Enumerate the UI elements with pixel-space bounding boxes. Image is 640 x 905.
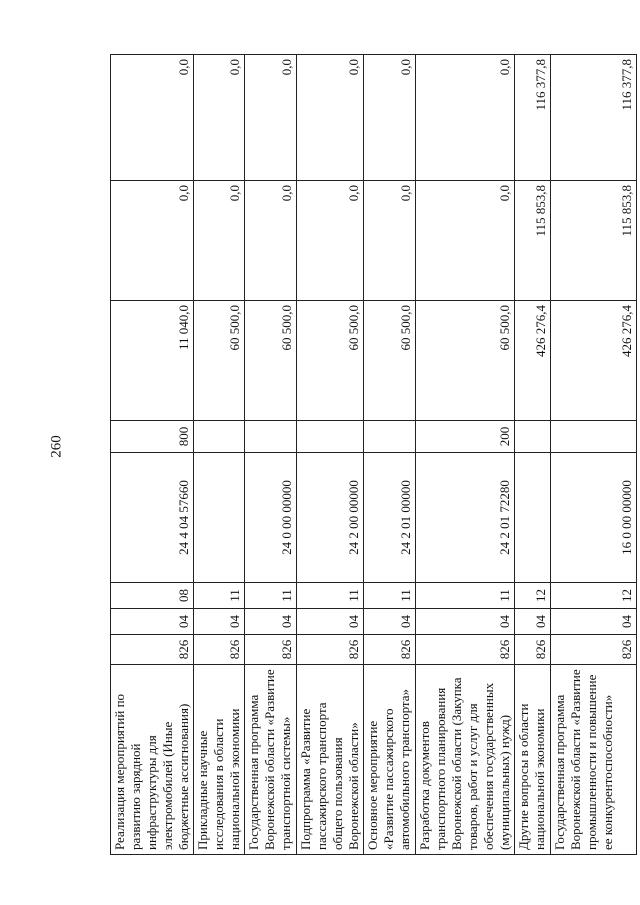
section-code: 04	[111, 609, 194, 635]
value-year-2: 115 853,8	[515, 181, 551, 301]
expense-type-code	[245, 421, 297, 453]
expense-type-code	[194, 421, 245, 453]
value-year-3: 0,0	[245, 55, 297, 181]
ministry-code: 826	[364, 635, 416, 665]
expense-type-code	[551, 421, 637, 453]
value-year-2: 0,0	[245, 181, 297, 301]
ministry-code: 826	[416, 635, 515, 665]
table-row	[515, 55, 551, 855]
expense-type-code: 200	[416, 421, 515, 453]
row-name: Другие вопросы в области национальной экономики	[515, 665, 551, 855]
row-name: Подпрограмма «Развитие пассажирского транспорта общего пользования Воронежской области»	[297, 665, 364, 855]
section-code: 04	[416, 609, 515, 635]
value-year-1: 60 500,0	[364, 301, 416, 421]
subsection-code: 12	[515, 583, 551, 609]
value-year-1: 60 500,0	[416, 301, 515, 421]
rotated-table-wrapper	[110, 55, 634, 855]
ministry-code: 826	[194, 635, 245, 665]
table-row	[364, 55, 416, 855]
value-year-2: 0,0	[416, 181, 515, 301]
value-year-1: 60 500,0	[245, 301, 297, 421]
row-name: Разработка документов транспортного планирования Воронежской области (Закупка товаров, работ и услуг для обеспечения государственных (муниципальных) нужд)	[416, 665, 515, 855]
subsection-code: 12	[551, 583, 637, 609]
target-code: 24 4 04 57660	[111, 453, 194, 583]
value-year-1: 426 276,4	[515, 301, 551, 421]
table-row	[111, 55, 194, 855]
ministry-code: 826	[111, 635, 194, 665]
value-year-2: 115 853,8	[551, 181, 637, 301]
section-code: 04	[297, 609, 364, 635]
table-row	[194, 55, 245, 855]
table-row	[245, 55, 297, 855]
target-code: 24 0 00 00000	[245, 453, 297, 583]
expense-type-code	[297, 421, 364, 453]
value-year-3: 116 377,8	[551, 55, 637, 181]
subsection-code: 11	[245, 583, 297, 609]
subsection-code: 11	[194, 583, 245, 609]
value-year-3: 0,0	[297, 55, 364, 181]
subsection-code: 11	[364, 583, 416, 609]
ministry-code: 826	[245, 635, 297, 665]
expense-type-code	[364, 421, 416, 453]
row-name: Государственная программа Воронежской области «Развитие транспортной системы»	[245, 665, 297, 855]
value-year-2: 0,0	[297, 181, 364, 301]
subsection-code: 11	[297, 583, 364, 609]
value-year-2: 0,0	[364, 181, 416, 301]
ministry-code: 826	[551, 635, 637, 665]
subsection-code: 11	[416, 583, 515, 609]
table-row	[416, 55, 515, 855]
row-name: Основное мероприятие «Развитие пассажирского автомобильного транспорта»	[364, 665, 416, 855]
target-code: 24 2 01 00000	[364, 453, 416, 583]
section-code: 04	[515, 609, 551, 635]
budget-table	[110, 54, 637, 855]
table-row	[297, 55, 364, 855]
table-row	[551, 55, 637, 855]
value-year-1: 60 500,0	[297, 301, 364, 421]
target-code: 24 2 01 72280	[416, 453, 515, 583]
value-year-3: 0,0	[111, 55, 194, 181]
section-code: 04	[551, 609, 637, 635]
target-code	[515, 453, 551, 583]
expense-type-code	[515, 421, 551, 453]
value-year-1: 426 276,4	[551, 301, 637, 421]
ministry-code: 826	[515, 635, 551, 665]
value-year-2: 0,0	[194, 181, 245, 301]
value-year-1: 11 040,0	[111, 301, 194, 421]
value-year-2: 0,0	[111, 181, 194, 301]
target-code	[194, 453, 245, 583]
row-name: Прикладные научные исследования в области национальной экономики	[194, 665, 245, 855]
expense-type-code: 800	[111, 421, 194, 453]
value-year-1: 60 500,0	[194, 301, 245, 421]
target-code: 16 0 00 00000	[551, 453, 637, 583]
ministry-code: 826	[297, 635, 364, 665]
row-name: Государственная программа Воронежской области «Развитие промышленности и повышение ее конкурентоспособности»	[551, 665, 637, 855]
section-code: 04	[364, 609, 416, 635]
subsection-code: 08	[111, 583, 194, 609]
section-code: 04	[245, 609, 297, 635]
section-code: 04	[194, 609, 245, 635]
value-year-3: 0,0	[416, 55, 515, 181]
row-name: Реализация мероприятий по развитию зарядной инфраструктуры для электромобилей (Иные бюджетные ассигнования)	[111, 665, 194, 855]
value-year-3: 0,0	[194, 55, 245, 181]
value-year-3: 0,0	[364, 55, 416, 181]
page-number: 260	[48, 435, 65, 458]
target-code: 24 2 00 00000	[297, 453, 364, 583]
value-year-3: 116 377,8	[515, 55, 551, 181]
